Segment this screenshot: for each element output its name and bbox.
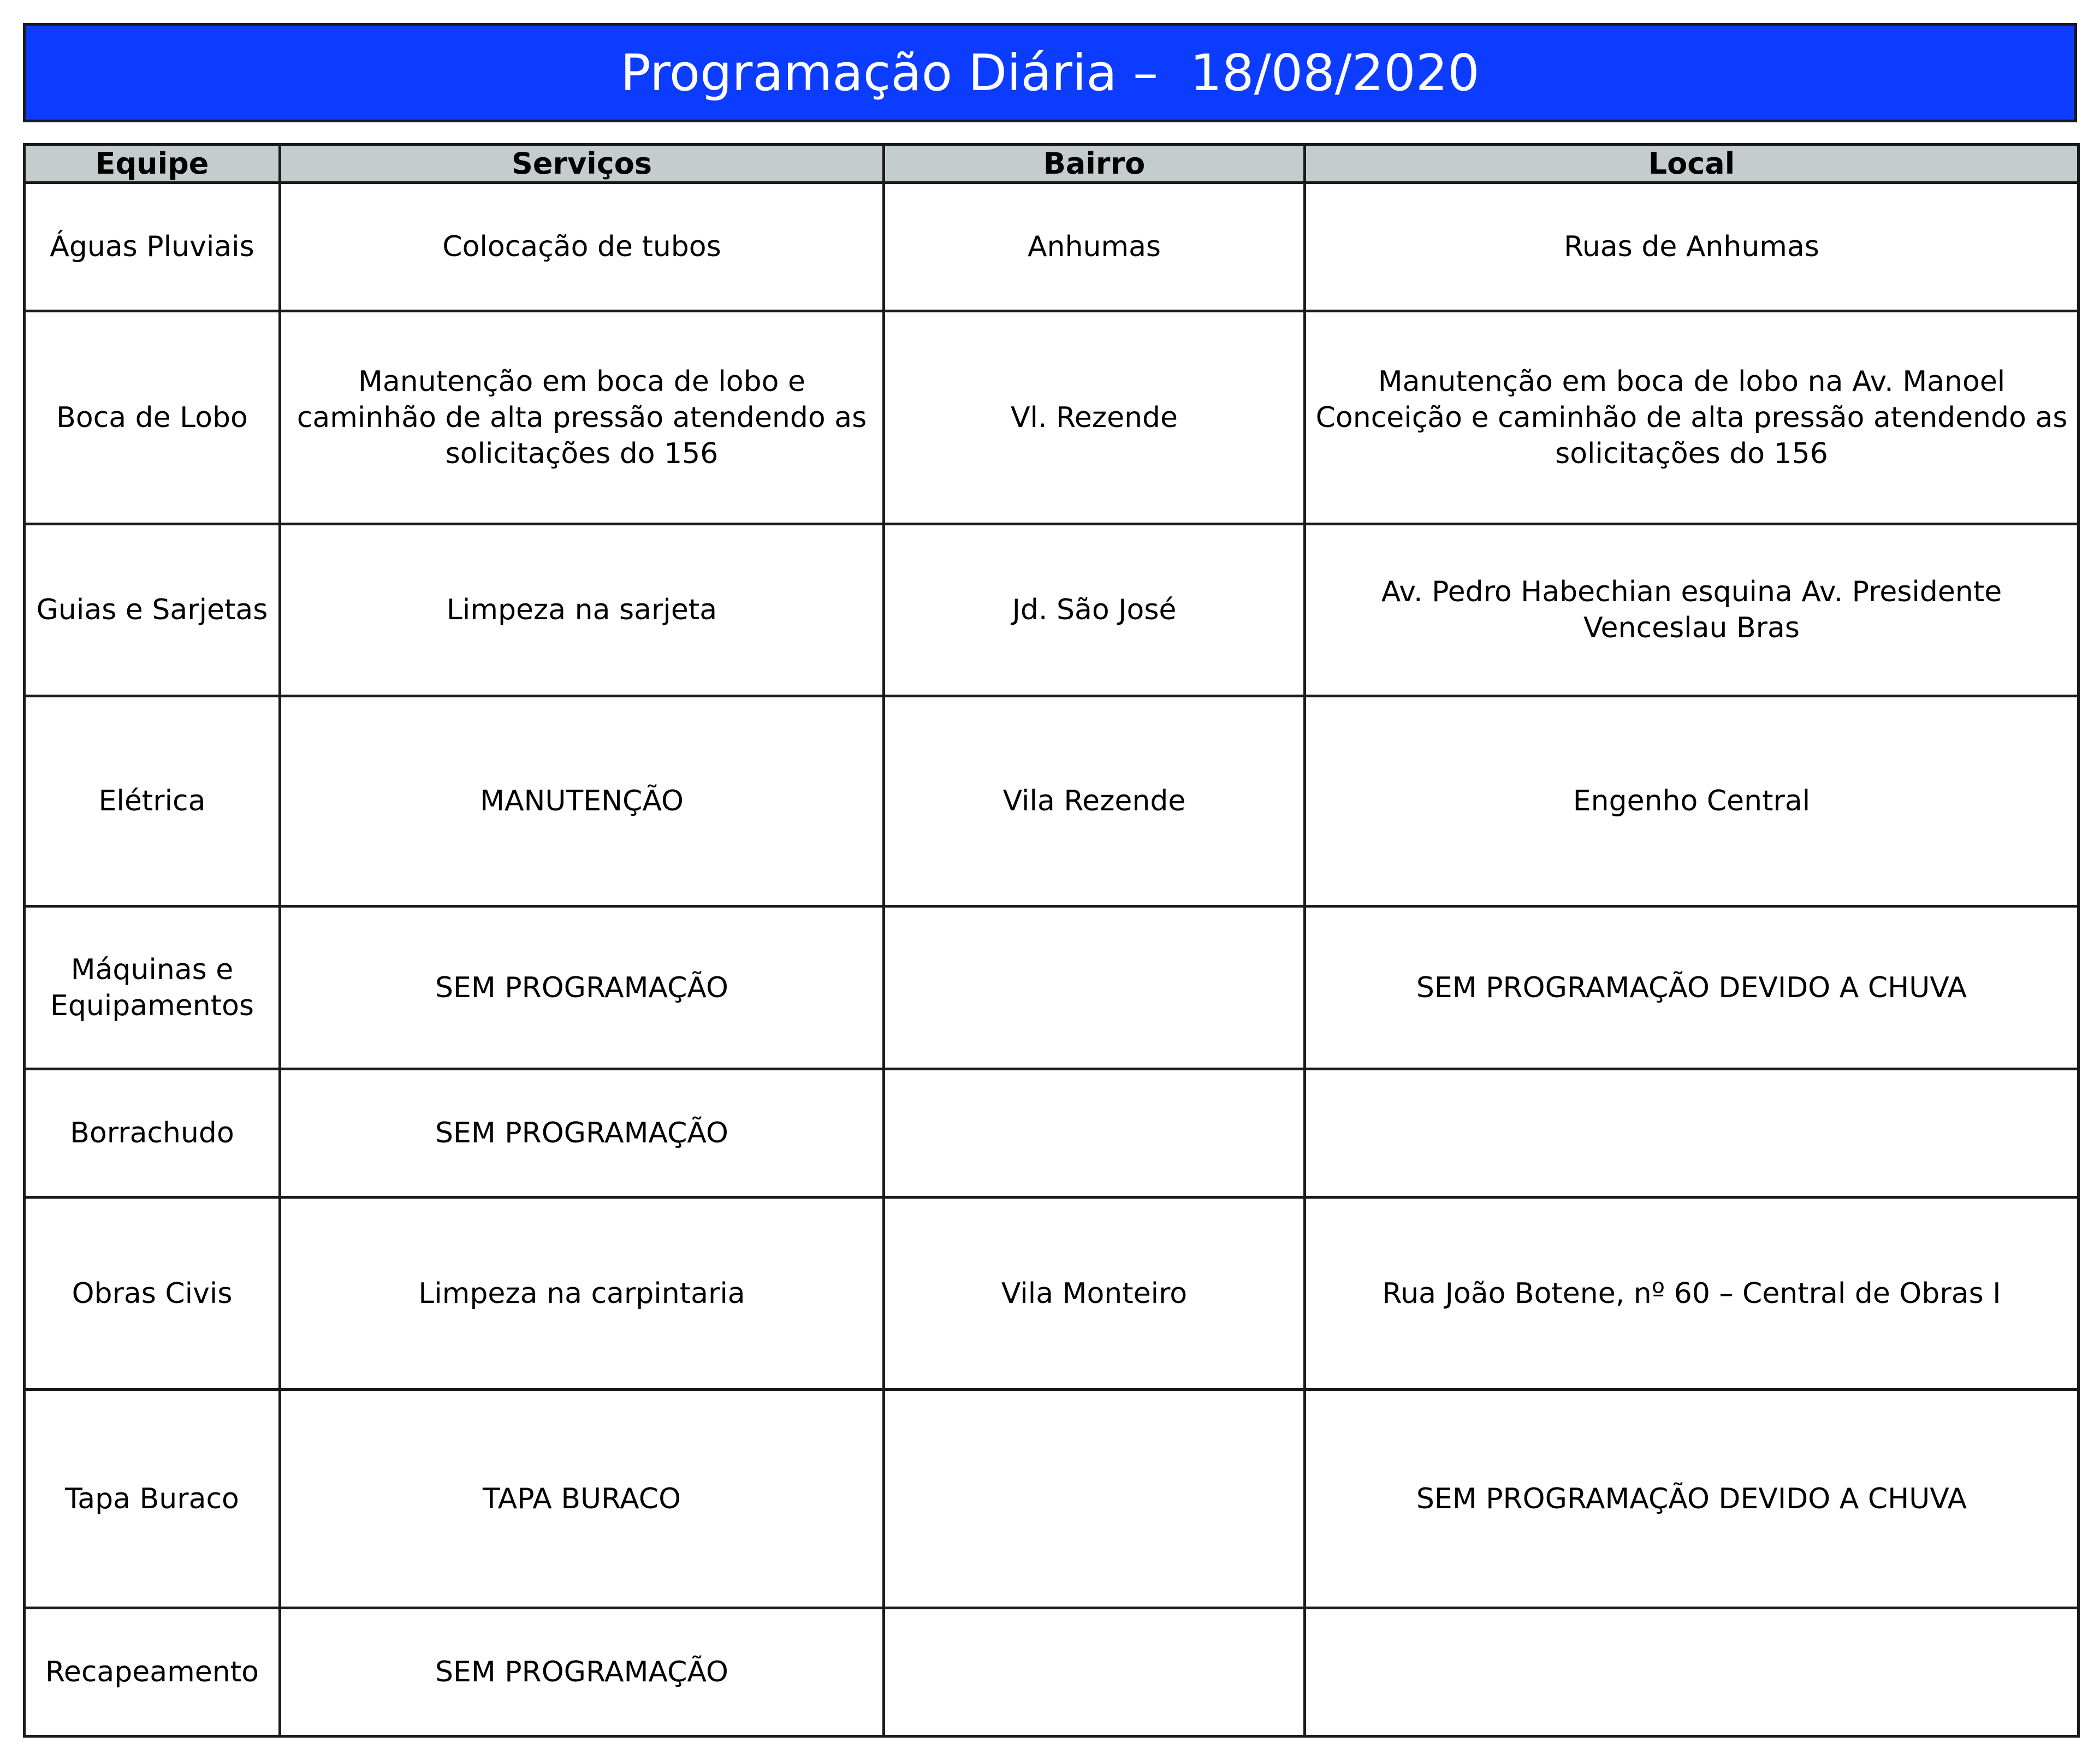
- table-row: [25, 1608, 2079, 1737]
- table-row: [25, 696, 2079, 906]
- cell-servicos: Limpeza na sarjeta: [280, 524, 884, 696]
- cell-servicos: MANUTENÇÃO: [280, 696, 884, 906]
- cell-servicos: SEM PROGRAMAÇÃO: [280, 906, 884, 1069]
- cell-local: Engenho Central: [1305, 696, 2079, 906]
- table-row: [25, 524, 2079, 696]
- cell-servicos: SEM PROGRAMAÇÃO: [280, 1608, 884, 1737]
- table-row: [25, 183, 2079, 311]
- cell-equipe: Obras Civis: [25, 1198, 280, 1390]
- table-row: [25, 1198, 2079, 1390]
- cell-servicos: Manutenção em boca de lobo e caminhão de alta pressão atendendo as solicitações do 156: [280, 311, 884, 524]
- cell-bairro: [884, 906, 1305, 1069]
- cell-local: Ruas de Anhumas: [1305, 183, 2079, 311]
- title-bar: [23, 23, 2077, 122]
- cell-bairro: [884, 1608, 1305, 1737]
- cell-equipe: Tapa Buraco: [25, 1390, 280, 1608]
- page-title: Programação Diária – 18/08/2020: [620, 43, 1480, 102]
- table-row: [25, 1390, 2079, 1608]
- header-row: [25, 145, 2079, 183]
- cell-bairro: Vila Rezende: [884, 696, 1305, 906]
- cell-local: SEM PROGRAMAÇÃO DEVIDO A CHUVA: [1305, 906, 2079, 1069]
- cell-equipe: Recapeamento: [25, 1608, 280, 1737]
- cell-local: Av. Pedro Habechian esquina Av. Presidente Venceslau Bras: [1305, 524, 2079, 696]
- cell-servicos: TAPA BURACO: [280, 1390, 884, 1608]
- cell-servicos: Limpeza na carpintaria: [280, 1198, 884, 1390]
- cell-bairro: Jd. São José: [884, 524, 1305, 696]
- cell-local: SEM PROGRAMAÇÃO DEVIDO A CHUVA: [1305, 1390, 2079, 1608]
- cell-bairro: [884, 1390, 1305, 1608]
- cell-local: [1305, 1069, 2079, 1198]
- cell-equipe: Elétrica: [25, 696, 280, 906]
- cell-servicos: Colocação de tubos: [280, 183, 884, 311]
- cell-bairro: Vl. Rezende: [884, 311, 1305, 524]
- cell-bairro: [884, 1069, 1305, 1198]
- column-header-bairro: Bairro: [884, 145, 1305, 183]
- cell-equipe: Borrachudo: [25, 1069, 280, 1198]
- column-header-servicos: Serviços: [280, 145, 884, 183]
- cell-bairro: Vila Monteiro: [884, 1198, 1305, 1390]
- table-row: [25, 1069, 2079, 1198]
- cell-bairro: Anhumas: [884, 183, 1305, 311]
- cell-servicos: SEM PROGRAMAÇÃO: [280, 1069, 884, 1198]
- cell-equipe: Guias e Sarjetas: [25, 524, 280, 696]
- cell-local: Rua João Botene, nº 60 – Central de Obras I: [1305, 1198, 2079, 1390]
- column-header-equipe: Equipe: [25, 145, 280, 183]
- table-row: [25, 906, 2079, 1069]
- cell-equipe: Águas Pluviais: [25, 183, 280, 311]
- column-header-local: Local: [1305, 145, 2079, 183]
- cell-equipe: Máquinas e Equipamentos: [25, 906, 280, 1069]
- cell-local: Manutenção em boca de lobo na Av. Manoel Conceição e caminhão de alta pressão atendendo as solicitações do 156: [1305, 311, 2079, 524]
- cell-equipe: Boca de Lobo: [25, 311, 280, 524]
- table-row: [25, 311, 2079, 524]
- schedule-table: [23, 143, 2080, 1738]
- cell-local: [1305, 1608, 2079, 1737]
